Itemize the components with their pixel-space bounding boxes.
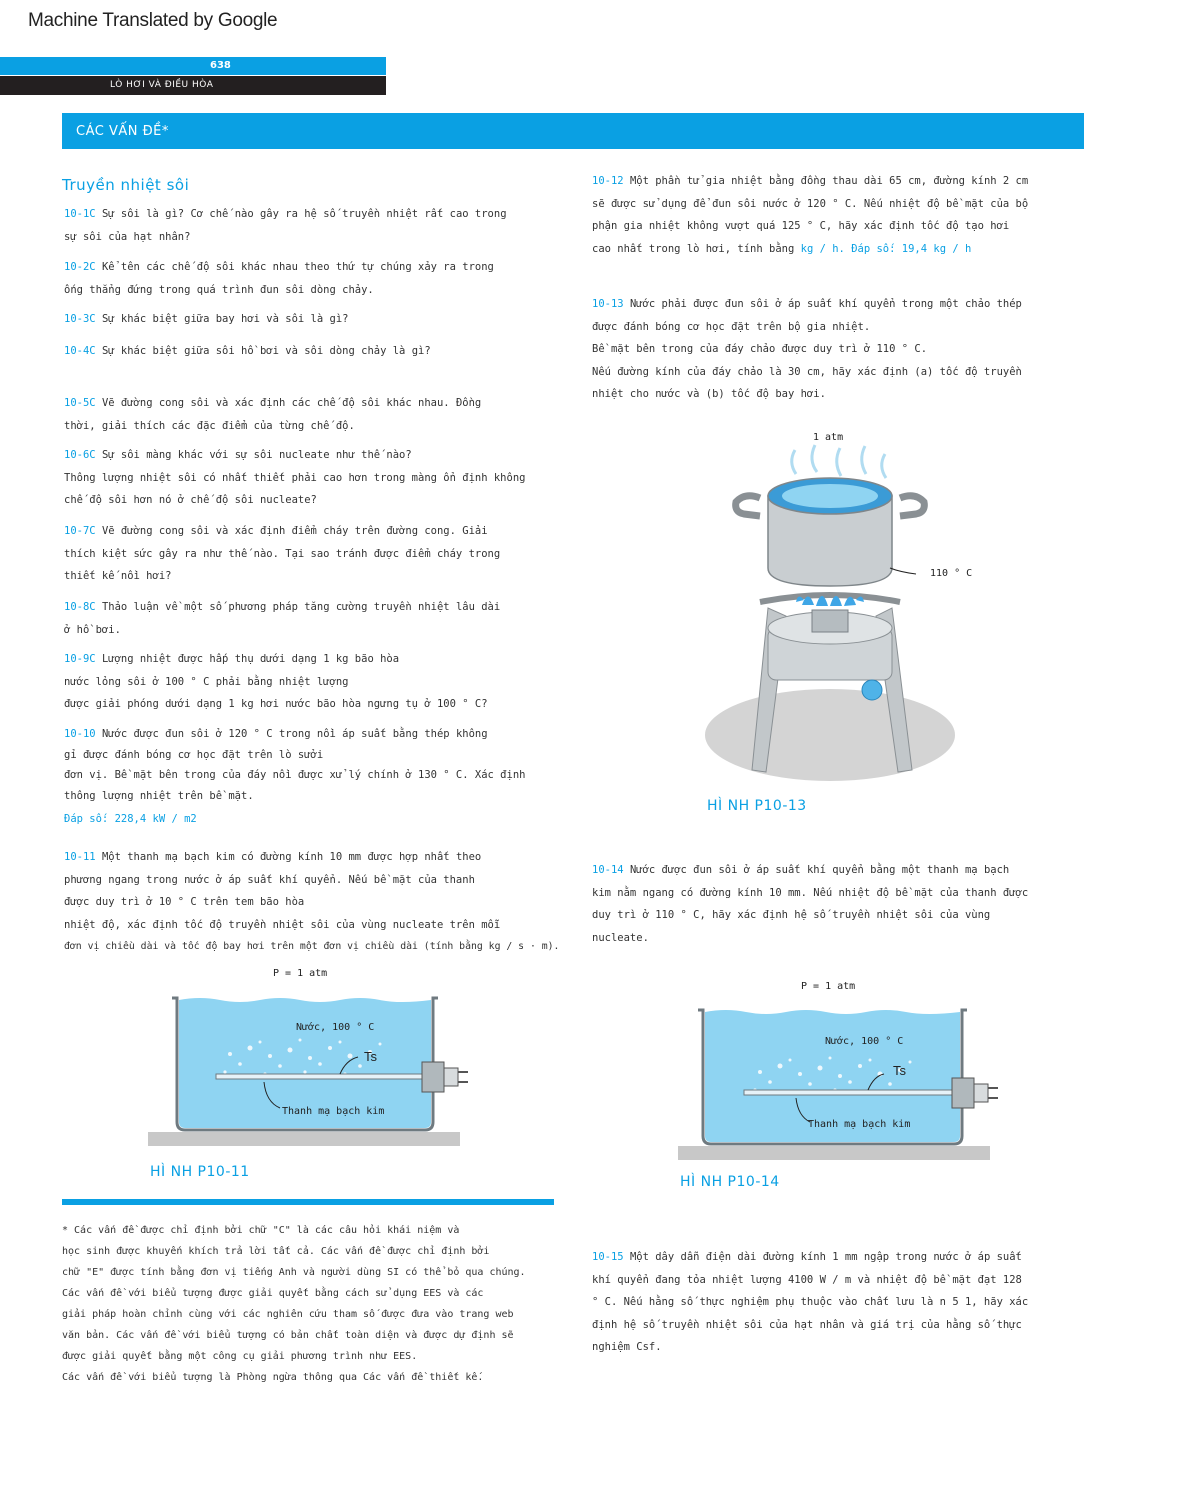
- rod-connector: [974, 1084, 988, 1102]
- problem-line: thời, giải thích các đặc điểm của từng chế độ.: [64, 419, 355, 432]
- table-surface: [678, 1146, 990, 1160]
- problem-line: được đánh bóng cơ học đặt trên bộ gia nhiệt.: [592, 320, 871, 333]
- temp-pointer: [890, 568, 916, 574]
- problem-line: nhiệt cho nước và (b) tốc độ bay hơi.: [592, 388, 826, 400]
- problem-line: Sự sôi là gì? Cơ chế nào gây ra hệ số truyền nhiệt rất cao trong: [101, 208, 507, 220]
- problem-number: 10-8C: [64, 601, 96, 613]
- fig14-water-label: Nước, 100 ° C: [825, 1036, 904, 1047]
- footnote-line: Các vấn đề với biểu tượng được giải quyết bằng cách sử dụng EES và các: [62, 1288, 484, 1299]
- problem-line: Thảo luận về một số phương pháp tăng cường truyền nhiệt lâu dài: [101, 601, 501, 613]
- footnote-rule: [62, 1199, 554, 1205]
- burner-neck: [812, 610, 848, 632]
- problem-line: cao nhất trong lò hơi, tính bằng: [592, 242, 795, 255]
- problem-line: Vẽ đường cong sôi và xác định điểm cháy trên đường cong. Giải: [101, 525, 488, 537]
- problem-number: 10-4C: [64, 345, 96, 357]
- problem-line: Sự khác biệt giữa sôi hồ bơi và sôi dòng chảy là gì?: [101, 345, 431, 357]
- problem-line: duy trì ở 110 ° C, hãy xác định hệ số truyền nhiệt sôi của vùng: [592, 909, 991, 921]
- problem-10-9C: [64, 648, 488, 716]
- problems-banner: [62, 113, 1084, 149]
- problem-number: 10-3C: [64, 313, 96, 325]
- footnote-line: Các vấn đề với biểu tượng là Phòng ngừa thông qua Các vấn đề thiết kế.: [62, 1372, 484, 1383]
- problem-10-5C: [64, 392, 481, 437]
- problem-10-8C: [64, 596, 500, 641]
- footnote-line: học sinh được khuyến khích trả lời tất cả. Các vấn đề được chỉ định bởi: [62, 1246, 490, 1257]
- problem-line: Sự khác biệt giữa bay hơi và sôi là gì?: [101, 313, 349, 325]
- problem-number: 10-10: [64, 728, 96, 740]
- figure-p10-11-caption: HÌ NH P10-11: [150, 1164, 250, 1180]
- footnote-line: * Các vấn đề được chỉ định bởi chữ "C" là các câu hỏi khái niệm và: [62, 1225, 460, 1236]
- problem-10-4C: [64, 340, 431, 363]
- stand-ring: [760, 595, 900, 602]
- problem-line: ° C. Nếu hằng số thực nghiệm phụ thuộc vào chất lưu là n 5 1, hãy xác: [592, 1296, 1029, 1308]
- problem-answer: Đáp số: 228,4 kW / m2: [64, 813, 197, 825]
- problem-line: Sự sôi màng khác với sự sôi nucleate như thế nào?: [101, 449, 412, 461]
- figure-p10-11: [140, 962, 480, 1152]
- platinum-rod: [216, 1074, 426, 1079]
- problem-line: Một phần tử gia nhiệt bằng đồng thau dài 65 cm, đường kính 2 cm: [629, 175, 1029, 187]
- problem-10-11: [64, 846, 559, 959]
- fig13-pressure-label: 1 atm: [813, 432, 844, 443]
- footnote-line: giải pháp hoàn chỉnh cùng với các nghiên cứu tham số được đưa vào trang web: [62, 1309, 514, 1320]
- figure-p10-13: [700, 440, 990, 785]
- problem-line: thông lượng nhiệt trên bề mặt.: [64, 789, 254, 802]
- problems-heading: CÁC VẤN ĐỀ*: [76, 124, 169, 139]
- fig14-pressure-label: P = 1 atm: [801, 981, 856, 992]
- footnote-line: văn bản. Các vấn đề với biểu tượng có bản chất toàn diện và được dự định sẽ: [62, 1330, 514, 1341]
- problem-line: chế độ sôi hơn nó ở chế độ sôi nucleate?: [64, 494, 317, 506]
- problem-line: ống thẳng đứng trong quá trình đun sôi dòng chảy.: [64, 283, 374, 296]
- rod-fitting: [422, 1062, 444, 1092]
- problem-number: 10-9C: [64, 653, 96, 665]
- problem-10-1C: [64, 203, 507, 248]
- footnote: [62, 1220, 557, 1388]
- problem-line: Vẽ đường cong sôi và xác định các chế độ sôi khác nhau. Đồng: [101, 397, 482, 409]
- problem-line: phương ngang trong nước ở áp suất khí quyển. Nếu bề mặt của thanh: [64, 873, 475, 886]
- problem-line: Nước được đun sôi ở áp suất khí quyển bằng một thanh mạ bạch: [629, 864, 1010, 876]
- problem-number: 10-6C: [64, 449, 96, 461]
- problem-10-3C: [64, 308, 348, 331]
- page-number-bar: [0, 57, 386, 75]
- problem-number: 10-14: [592, 864, 624, 876]
- problem-line: khí quyển đang tỏa nhiệt lượng 4100 W / m và nhiệt độ bề mặt đạt 128: [592, 1273, 1022, 1286]
- problem-line: thiết kế nồi hơi?: [64, 570, 172, 582]
- problem-line: nghiệm Csf.: [592, 1341, 662, 1353]
- machine-translated-watermark: Machine Translated by Google: [28, 10, 278, 31]
- fig14-rod-label: Thanh mạ bạch kim: [808, 1119, 911, 1130]
- problem-line: Nước phải được đun sôi ở áp suất khí quyển trong một chảo thép: [629, 298, 1022, 310]
- table-surface: [148, 1132, 460, 1146]
- problem-answer: kg / h. Đáp số: 19,4 kg / h: [800, 242, 972, 255]
- problem-10-12: [592, 170, 1028, 260]
- problem-line: Nếu đường kính của đáy chảo là 30 cm, hãy xác định (a) tốc độ truyền: [592, 365, 1022, 378]
- problem-line: đơn vị chiều dài và tốc độ bay hơi trên một đơn vị chiều dài (tính bằng kg / s · m).: [64, 941, 560, 952]
- footnote-line: được giải quyết bằng một công cụ giải phương trình như EES.: [62, 1351, 418, 1362]
- problem-line: ở hồ bơi.: [64, 623, 121, 636]
- figure-p10-14: [672, 976, 1012, 1166]
- problem-line: định hệ số truyền nhiệt sôi của hạt nhân và giá trị của hằng số thực: [592, 1318, 1022, 1331]
- problem-number: 10-1C: [64, 208, 96, 220]
- problem-line: nhiệt độ, xác định tốc độ truyền nhiệt sôi của vùng nucleate trên mỗi: [64, 918, 501, 931]
- fig13-temp-label: 110 ° C: [930, 568, 973, 579]
- fig11-rod-label: Thanh mạ bạch kim: [282, 1106, 385, 1117]
- problem-line: kim nằm ngang có đường kính 10 mm. Nếu nhiệt độ bề mặt của thanh được: [592, 886, 1029, 899]
- table-shadow: [705, 689, 955, 781]
- problem-line: nước lỏng sôi ở 100 ° C phải bằng nhiệt lượng: [64, 675, 349, 688]
- problem-line: Lượng nhiệt được hấp thụ dưới dạng 1 kg bão hòa: [101, 653, 400, 665]
- problem-number: 10-11: [64, 851, 96, 863]
- footnote-line: chữ "E" được tính bằng đơn vị tiếng Anh và người dùng SI có thể bỏ qua chúng.: [62, 1267, 526, 1278]
- section-title: Truyền nhiệt sôi: [62, 176, 190, 194]
- rod-fitting: [952, 1078, 974, 1108]
- chapter-title: LÒ HƠI VÀ ĐIỀU HÒA: [110, 80, 214, 90]
- problem-line: phận gia nhiệt không vượt quá 125 ° C, hãy xác định tốc độ tạo hơi: [592, 220, 1010, 232]
- problem-line: Một thanh mạ bạch kim có đường kính 10 mm được hợp nhất theo: [101, 851, 482, 863]
- problem-line: nucleate.: [592, 931, 649, 944]
- figure-p10-14-caption: HÌ NH P10-14: [680, 1174, 780, 1190]
- problem-10-7C: [64, 520, 500, 588]
- problem-number: 10-5C: [64, 397, 96, 409]
- platinum-rod: [744, 1090, 956, 1095]
- fig11-water-label: Nước, 100 ° C: [296, 1022, 375, 1033]
- problem-line: sẽ được sử dụng để đun sôi nước ở 120 ° C. Nếu nhiệt độ bề mặt của bộ: [592, 197, 1029, 210]
- problem-number: 10-7C: [64, 525, 96, 537]
- problem-10-10: [64, 724, 525, 830]
- pan-handle-left: [736, 496, 760, 516]
- chapter-bar: [0, 76, 386, 95]
- problem-line: Kể tên các chế độ sôi khác nhau theo thứ tự chúng xảy ra trong: [101, 261, 494, 273]
- problem-10-2C: [64, 256, 494, 301]
- problem-line: Một dây dẫn điện dài đường kính 1 mm ngập trong nước ở áp suất: [629, 1251, 1022, 1263]
- problem-line: được duy trì ở 10 ° C trên tem bão hòa: [64, 896, 305, 908]
- problem-line: đơn vị. Bề mặt bên trong của đáy nồi được xử lý chính ở 130 ° C. Xác định: [64, 769, 526, 781]
- problem-10-6C: [64, 444, 525, 512]
- problem-10-13: [592, 293, 1022, 406]
- gas-knob: [862, 680, 882, 700]
- problem-line: Thông lượng nhiệt sôi có nhất thiết phải cao hơn trong màng ổn định không: [64, 471, 526, 484]
- fig14-ts-label: Ts: [893, 1063, 906, 1078]
- fig11-ts-label: Ts: [364, 1049, 377, 1064]
- pan-water-surface: [782, 484, 878, 508]
- problem-10-14: [592, 859, 1028, 949]
- problem-line: sự sôi của hạt nhân?: [64, 230, 191, 243]
- problem-10-15: [592, 1246, 1028, 1359]
- pan-handle-right: [900, 496, 924, 516]
- problem-line: gỉ được đánh bóng cơ học đặt trên lò sưởi: [64, 748, 324, 761]
- problem-line: Bề mặt bên trong của đáy chảo được duy trì ở 110 ° C.: [592, 343, 928, 355]
- fig11-pressure-label: P = 1 atm: [273, 968, 328, 979]
- figure-p10-13-caption: HÌ NH P10-13: [707, 798, 807, 814]
- problem-line: Nước được đun sôi ở 120 ° C trong nồi áp suất bằng thép không: [101, 728, 488, 740]
- problem-number: 10-2C: [64, 261, 96, 273]
- problem-line: được giải phóng dưới dạng 1 kg hơi nước bão hòa ngưng tụ ở 100 ° C?: [64, 698, 488, 710]
- problem-line: thích kiệt sức gây ra như thế nào. Tại sao tránh được điểm cháy trong: [64, 547, 501, 560]
- rod-connector: [444, 1068, 458, 1086]
- steam-wisps: [792, 445, 886, 478]
- problem-number: 10-15: [592, 1251, 624, 1263]
- page-number: 638: [210, 60, 231, 71]
- problem-number: 10-13: [592, 298, 624, 310]
- problem-number: 10-12: [592, 175, 624, 187]
